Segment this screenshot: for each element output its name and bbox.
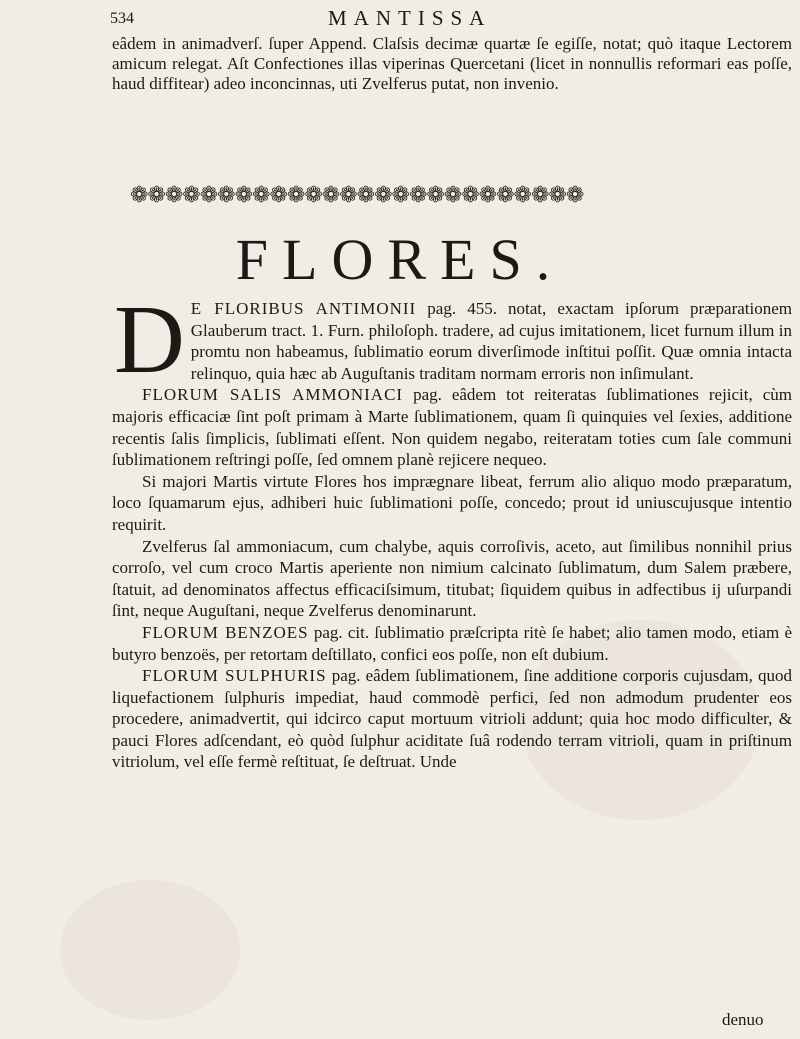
- paragraph-text: pag. eâdem ſublimationem, ſine additione corporis cujusdam, quod liquefactionem ſulphuris impediat, haud commodè perfici, ſed non admodum prudenter eos procedere, animadvertit, qui idcirco caput mortuum vitrioli addunt; quia hoc modo difficulter, & pauci Flores adſcendant, eò quòd ſulphur aciditate ſuâ rodendo terram vitrioli, quam in priſtinum vitriolum, vel eſſe fermè reſtituat, ſe deſtruat. Unde: [112, 666, 792, 772]
- paper-stain: [60, 880, 240, 1020]
- paragraph-benzoes: [112, 622, 792, 665]
- paragraph-text: pag. cit. ſublimatio præſcripta ritè ſe habet; alio tamen modo, etiam è butyro benzoës, per retortam deſtillato, confici eos poſſe, non eſt dubium.: [112, 622, 793, 664]
- paragraph-text: Si majori Martis virtute Flores hos imprægnare libeat, ferrum alio aliquo modo præparatum, loco ſquamarum ejus, adhiberi huic ſublimationi poſſe, concedo; prout id uniuscujusque intentio requirit.: [112, 471, 792, 534]
- catchword: denuo: [722, 1010, 764, 1029]
- paragraph-lead: E FLORIBUS ANTIMONII: [190, 299, 417, 318]
- paragraph-lead: FLORUM SALIS AMMONIACI: [142, 385, 404, 405]
- intro-paragraph: eâdem in animadverſ. ſuper Append. Claſsis decimæ quartæ ſe egiſſe, notat; quò itaque Lectorem amicum relegat. Aſt Confectiones illas viperinas Quercetani (licet in nonnullis reformari eas poſſe, haud diffitear) adeo inconcinnas, uti Zvelferus putat, non invenio.: [112, 34, 792, 93]
- drop-capital: D: [114, 286, 185, 394]
- paragraph-text: pag. 455. notat, exactam ipſorum præparationem Glauberum tract. 1. Furn. philoſoph. tradere, ad cujus imitationem, licet furnum illum in promtu non habeamus, ſublimatio eorum diverſimode inſtitui poſſit. Quæ omnia intacta relinquo, quia hæc ab Auguſtanis traditam normam erroris non inſimulant.: [190, 299, 792, 383]
- paragraph-text: pag. eâdem tot reiteratas ſublimationes rejicit, cùm majoris efficaciæ ſint poſt primam à Marte ſublimationem, quam ſi quinquies vel ſexies, additione recentis ſalis ſimplicis, ſublimati eſſent. Non quidem negabo, reiteratam toties cum ſale communi ſublimationem reſtringi poſſe, ſed omnem planè rejicere nequeo.: [112, 385, 792, 470]
- paragraph-salis-ammoniaci: [112, 384, 792, 470]
- running-header: [110, 6, 790, 34]
- paragraph-martis: [112, 471, 792, 536]
- paragraph-lead: FLORUM SULPHURIS: [142, 666, 327, 686]
- paragraph-zvelferus: [112, 536, 792, 622]
- paragraph-sulphuris: [112, 665, 792, 773]
- section-title: FLORES.: [235, 227, 565, 292]
- body-text: [112, 286, 793, 773]
- running-title: MANTISSA: [328, 6, 492, 30]
- ornament-band: ❁❁❁❁❁❁❁❁❁❁❁❁❁❁❁❁❁❁❁❁❁❁❁❁❁❁: [130, 182, 584, 206]
- paragraph-text: Zvelferus ſal ammoniacum, cum chalybe, aquis corroſivis, aceto, aut ſimilibus nonnihil prius corroſo, vel cum croco Martis aperiente non nimium calcinato ſublimatum, dum Salem præbere, ſtatuit, ad denominatos affectus efficaciſsimum, titubat; ſiquidem quibus in adfectibus ij uſurpandi ſint, neque Auguſtani, neque Zvelferus denominarunt.: [112, 536, 792, 621]
- paragraph-lead: FLORUM BENZOES: [142, 622, 309, 642]
- paragraph-antimonii: [112, 286, 792, 394]
- page-number: 534: [110, 10, 134, 27]
